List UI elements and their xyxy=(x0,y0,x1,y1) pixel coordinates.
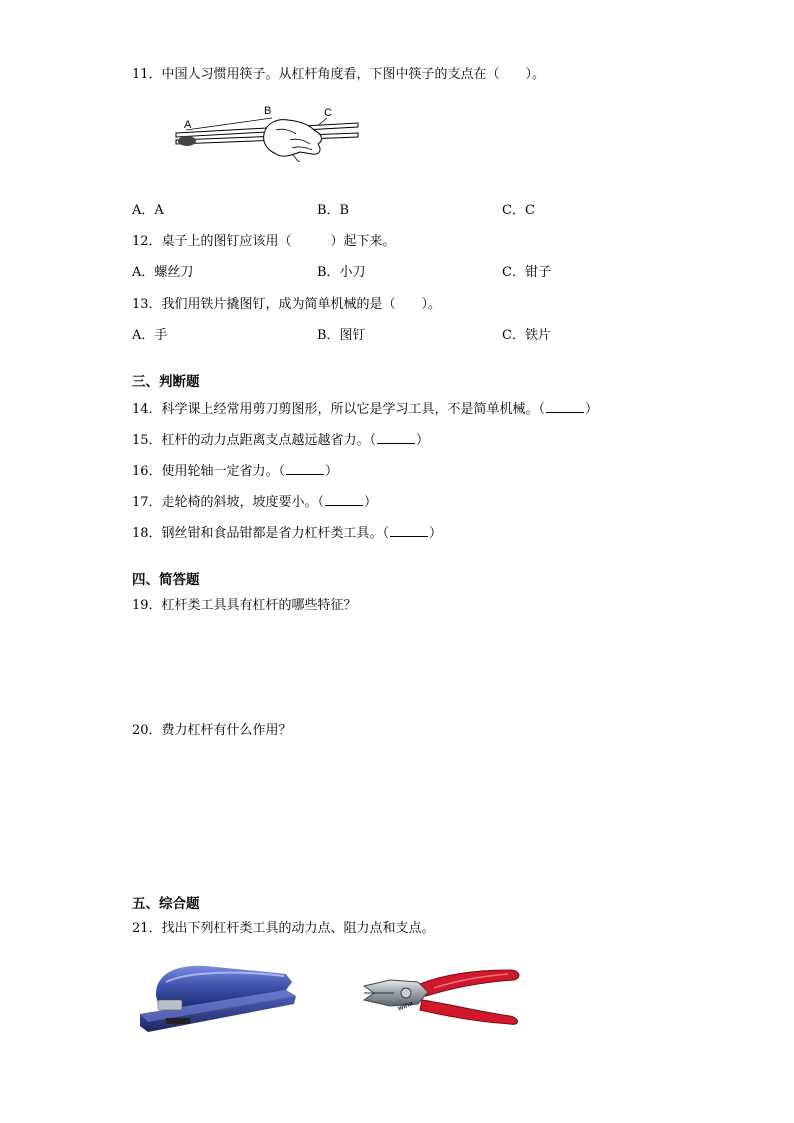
q20-text: 20．费力杠杆有什么作用？ xyxy=(132,723,292,738)
q14-statement xyxy=(132,400,598,419)
q16-statement xyxy=(132,462,338,481)
q12-option-c[interactable]: C．钳子 xyxy=(502,265,551,280)
chopsticks-figure xyxy=(172,100,362,162)
q11-option-b[interactable]: B．B xyxy=(317,203,350,218)
q18-close: ） xyxy=(429,526,443,541)
q17-close: ） xyxy=(364,495,378,510)
q21-text: 21．找出下列杠杆类工具的动力点、阻力点和支点。 xyxy=(132,921,435,936)
q16-close: ） xyxy=(325,464,339,479)
figure-label-c: C xyxy=(324,107,332,119)
q15-text: 15．杠杆的动力点距离支点越远越省力。（ xyxy=(132,433,377,448)
q12-stem: 12．桌子上的图钉应该用（ ）起下来。 xyxy=(132,234,396,249)
q15-answer-blank[interactable] xyxy=(377,431,415,444)
q17-text: 17．走轮椅的斜坡，坡度要小。（ xyxy=(132,495,325,510)
pliers-brand-label: wiha xyxy=(397,1000,415,1013)
q17-statement xyxy=(132,493,377,512)
q11-stem: 11．中国人习惯用筷子。从杠杆角度看，下图中筷子的支点在（ ）。 xyxy=(132,67,546,82)
q13-option-a[interactable]: A．手 xyxy=(132,328,168,343)
stapler-image xyxy=(136,960,300,1038)
q12-option-a[interactable]: A．螺丝刀 xyxy=(132,265,194,280)
q11-option-a[interactable]: A．A xyxy=(132,203,164,218)
q15-close: ） xyxy=(416,433,430,448)
q11-option-c[interactable]: C．C xyxy=(502,203,535,218)
section-3-title: 三、判断题 xyxy=(132,374,200,390)
pliers-image xyxy=(360,962,524,1028)
q13-stem: 13．我们用铁片撬图钉，成为简单机械的是（ ）。 xyxy=(132,297,442,312)
q13-option-c[interactable]: C．铁片 xyxy=(502,328,551,343)
q15-statement xyxy=(132,431,429,450)
q11-options xyxy=(132,202,692,220)
q16-text: 16．使用轮轴一定省力。（ xyxy=(132,464,286,479)
q12-option-b[interactable]: B．小刀 xyxy=(317,265,366,280)
q14-answer-blank[interactable] xyxy=(546,400,584,413)
q12-options xyxy=(132,264,692,282)
q17-answer-blank[interactable] xyxy=(325,493,363,506)
q18-statement xyxy=(132,524,442,543)
q13-option-b[interactable]: B．图钉 xyxy=(317,328,366,343)
figure-label-a: A xyxy=(184,119,192,131)
section-4-title: 四、简答题 xyxy=(132,572,200,588)
q19-text: 19．杠杆类工具具有杠杆的哪些特征？ xyxy=(132,598,357,613)
section-5-title: 五、综合题 xyxy=(132,896,200,912)
q14-text: 14．科学课上经常用剪刀剪图形，所以它是学习工具，不是简单机械。（ xyxy=(132,402,546,417)
figure-label-b: B xyxy=(264,105,272,117)
q18-answer-blank[interactable] xyxy=(390,524,428,537)
q18-text: 18．钢丝钳和食品钳都是省力杠杆类工具。（ xyxy=(132,526,390,541)
q16-answer-blank[interactable] xyxy=(286,462,324,475)
q14-close: ） xyxy=(585,402,599,417)
q13-options xyxy=(132,327,692,345)
